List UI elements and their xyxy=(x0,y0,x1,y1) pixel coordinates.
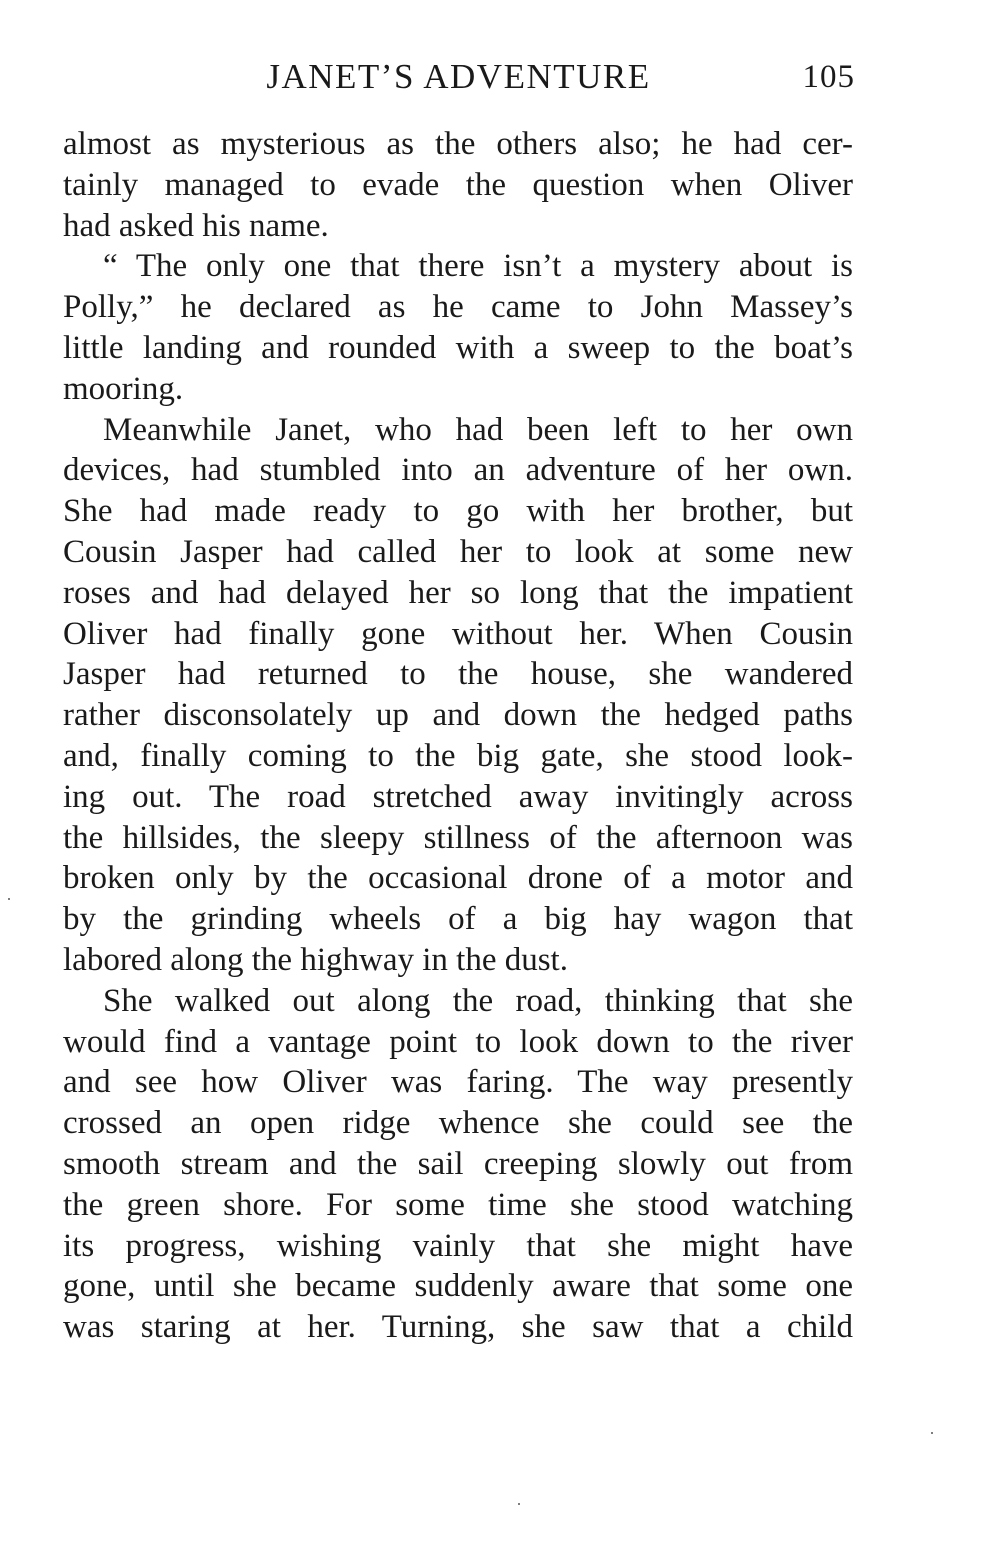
text-line: the hillsides, the sleepy stillness of the afternoon was xyxy=(63,819,853,856)
text-line: crossed an open ridge whence she could see the xyxy=(63,1105,853,1142)
text-line: its progress, wishing vainly that she might have xyxy=(63,1227,853,1264)
text-line: smooth stream and the sail creeping slowly out from xyxy=(63,1145,853,1182)
running-title: JANET’S ADVENTURE xyxy=(266,57,651,96)
text-line: and see how Oliver was faring. The way presently xyxy=(63,1064,853,1101)
text-line: almost as mysterious as the others also; he had cer- xyxy=(63,126,853,162)
text-line: broken only by the occasional drone of a motor and xyxy=(63,860,853,897)
text-line: was staring at her. Turning, she saw that a child xyxy=(63,1309,853,1346)
text-line: Polly,” he declared as he came to John Massey’s xyxy=(63,289,853,326)
text-line: had asked his name. xyxy=(63,207,329,244)
text-line: Cousin Jasper had called her to look at some new xyxy=(63,533,853,570)
text-line: devices, had stumbled into an adventure of her own. xyxy=(63,452,853,489)
text-line: rather disconsolately up and down the hedged paths xyxy=(63,697,853,734)
text-line: Meanwhile Janet, who had been left to her own xyxy=(103,411,853,448)
text-line: labored along the highway in the dust. xyxy=(63,941,568,978)
text-line: Jasper had returned to the house, she wandered xyxy=(63,656,853,693)
body-text xyxy=(63,124,853,1348)
scan-speck xyxy=(8,898,10,900)
text-line: ing out. The road stretched away invitingly across xyxy=(63,778,853,815)
text-line: “ The only one that there isn’t a mystery about is xyxy=(103,248,853,285)
text-line: Oliver had finally gone without her. When Cousin xyxy=(63,615,853,652)
text-line: roses and had delayed her so long that the impatient xyxy=(63,574,853,611)
text-line: little landing and rounded with a sweep to the boat’s xyxy=(63,329,853,366)
text-line: would find a vantage point to look down to the river xyxy=(63,1023,853,1060)
text-line: and, finally coming to the big gate, she stood look- xyxy=(63,737,853,774)
text-line: the green shore. For some time she stood watching xyxy=(63,1186,853,1223)
text-line: mooring. xyxy=(63,370,184,407)
running-head xyxy=(62,52,855,102)
text-line: gone, until she became suddenly aware that some one xyxy=(63,1268,853,1305)
text-line: She had made ready to go with her brother, but xyxy=(63,493,853,530)
text-line: by the grinding wheels of a big hay wagon that xyxy=(63,901,853,938)
scan-speck xyxy=(931,1432,933,1434)
text-line: tainly managed to evade the question when Oliver xyxy=(63,166,853,203)
text-line: She walked out along the road, thinking that she xyxy=(103,982,853,1019)
scan-speck xyxy=(518,1503,520,1505)
page-number: 105 xyxy=(802,59,855,95)
